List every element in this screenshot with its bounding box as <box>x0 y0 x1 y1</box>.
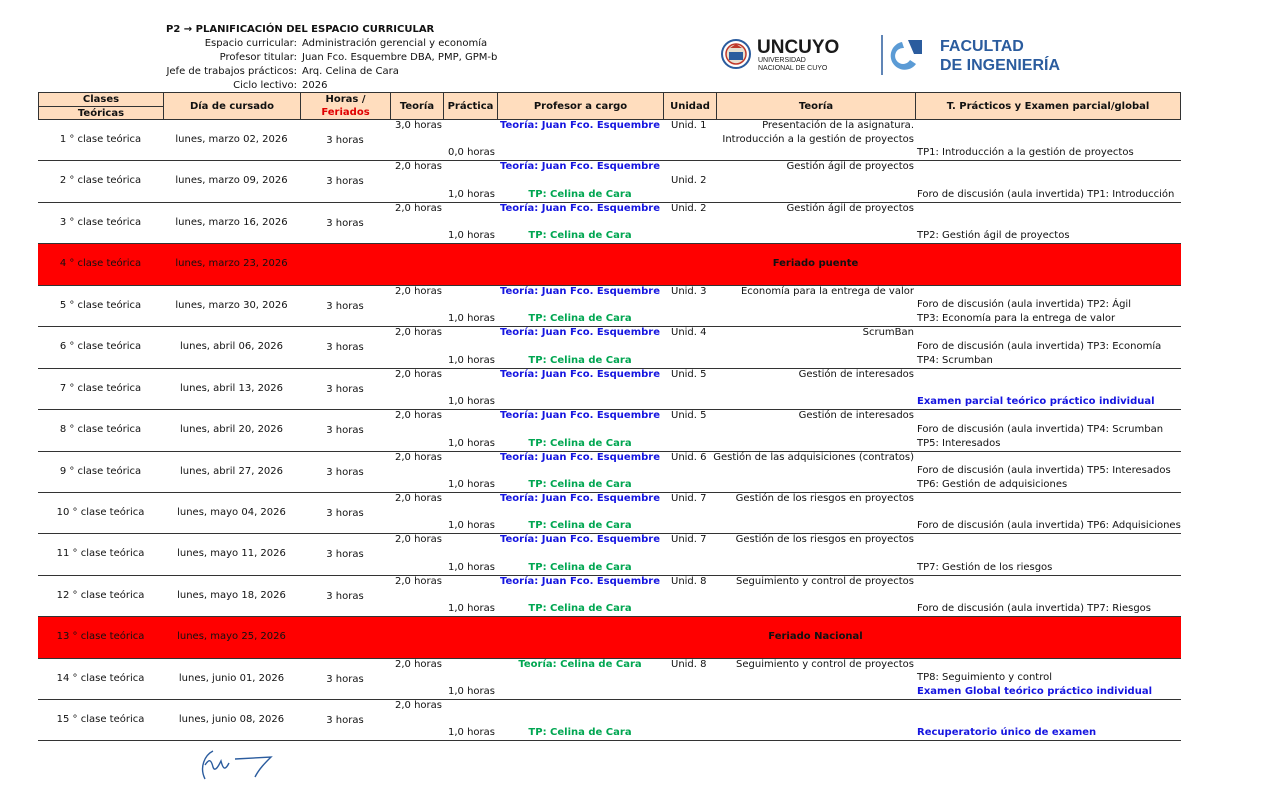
tp-line1: Foro de discusión (aula invertida) TP2: Ágil <box>917 299 1131 310</box>
table-row <box>38 452 1181 493</box>
clase-cell: 7 ° clase teórica <box>59 383 142 394</box>
tp-line2: TP2: Gestión ágil de proyectos <box>917 230 1070 241</box>
holiday-label: Feriado Nacional <box>768 631 863 642</box>
horas-cell: 3 horas <box>326 384 364 395</box>
header-field-label: Jefe de trabajos prácticos: <box>166 66 297 77</box>
practica-hours: 1,0 horas <box>448 355 495 366</box>
unidad-cell: Unid. 6 <box>671 452 707 463</box>
practica-hours: 1,0 horas <box>448 479 495 490</box>
tema-line1: Seguimiento y control de proyectos <box>736 576 914 587</box>
teoria-hours: 2,0 horas <box>395 452 442 463</box>
teoria-hours: 2,0 horas <box>395 410 442 421</box>
horas-cell: 3 horas <box>326 508 364 519</box>
dia-cell: lunes, marzo 30, 2026 <box>175 300 288 311</box>
clase-cell: 12 ° clase teórica <box>56 590 145 601</box>
table-row <box>38 161 1181 203</box>
dia-cell: lunes, marzo 02, 2026 <box>175 134 288 145</box>
tema-line1: Gestión ágil de proyectos <box>786 203 914 214</box>
dia-cell: lunes, abril 20, 2026 <box>179 424 284 435</box>
tema-line1: Gestión de los riesgos en proyectos <box>735 534 914 545</box>
col-practica: Práctica <box>444 93 498 119</box>
unidad-cell: Unid. 1 <box>671 120 707 131</box>
clase-cell: 2 ° clase teórica <box>59 175 142 186</box>
unidad-cell: Unid. 5 <box>671 369 707 380</box>
tp-line2: TP4: Scrumban <box>917 355 993 366</box>
table-row <box>38 203 1181 244</box>
clase-cell: 15 ° clase teórica <box>56 714 145 725</box>
facultad-ingenieria-logo <box>880 34 1080 76</box>
tema-line1: Gestión de interesados <box>798 369 914 380</box>
horas-cell: 3 horas <box>326 301 364 312</box>
teoria-hours: 2,0 horas <box>395 161 442 172</box>
col-tp: T. Prácticos y Examen parcial/global <box>946 100 1150 112</box>
profesor-practica: TP: Celina de Cara <box>528 727 632 738</box>
table-row <box>38 410 1181 452</box>
clase-cell: 13 ° clase teórica <box>56 631 145 642</box>
col-clases: Clases Teóricas <box>39 93 164 119</box>
unidad-cell: Unid. 8 <box>671 576 707 587</box>
profesor-practica: TP: Celina de Cara <box>528 355 632 366</box>
dia-cell: lunes, marzo 16, 2026 <box>175 217 288 228</box>
tema-line1: Economía para la entrega de valor <box>740 286 914 297</box>
teoria-hours: 2,0 horas <box>395 493 442 504</box>
table-row <box>38 120 1181 161</box>
practica-hours: 1,0 horas <box>448 230 495 241</box>
tp-line2: TP5: Interesados <box>917 438 1001 449</box>
dia-cell: lunes, abril 06, 2026 <box>179 341 284 352</box>
tp-line1: Foro de discusión (aula invertida) TP3: Economía <box>917 341 1162 352</box>
tema-line2: Introducción a la gestión de proyectos <box>722 134 914 145</box>
svg-text:NACIONAL DE CUYO: NACIONAL DE CUYO <box>758 65 828 72</box>
uncuyo-logo <box>721 34 861 76</box>
teoria-hours: 2,0 horas <box>395 286 442 297</box>
dia-cell: lunes, mayo 18, 2026 <box>177 590 286 601</box>
clase-cell: 9 ° clase teórica <box>59 466 142 477</box>
horas-cell: 3 horas <box>326 218 364 229</box>
horas-cell: 3 horas <box>326 467 364 478</box>
tp-line2: TP3: Economía para la entrega de valor <box>917 313 1116 324</box>
clase-cell: 8 ° clase teórica <box>59 424 142 435</box>
col-horas: Horas / Feriados <box>301 93 391 119</box>
col-unidad: Unidad <box>664 93 717 119</box>
unidad-cell: Unid. 5 <box>671 410 707 421</box>
horas-cell: 3 horas <box>326 135 364 146</box>
table-row <box>38 659 1181 700</box>
horas-cell: 3 horas <box>326 715 364 726</box>
tp-line2: TP6: Gestión de adquisiciones <box>917 479 1068 490</box>
profesor-teoria: Teoría: Juan Fco. Esquembre <box>500 327 660 338</box>
clase-cell: 11 ° clase teórica <box>56 548 145 559</box>
profesor-practica: TP: Celina de Cara <box>528 230 632 241</box>
practica-hours: 1,0 horas <box>448 562 495 573</box>
tp-line2: Foro de discusión (aula invertida) TP1: Introducción <box>917 189 1175 200</box>
tp-line1: Foro de discusión (aula invertida) TP5: Interesados <box>917 465 1171 476</box>
dia-cell: lunes, abril 13, 2026 <box>179 383 284 394</box>
teoria-hours: 3,0 horas <box>395 120 442 131</box>
tema-line1: Gestión de interesados <box>798 410 914 421</box>
dia-cell: lunes, mayo 25, 2026 <box>177 631 286 642</box>
svg-text:FACULTAD: FACULTAD <box>940 38 1024 55</box>
practica-hours: 1,0 horas <box>448 396 495 407</box>
tema-line1: Seguimiento y control de proyectos <box>736 659 914 670</box>
clase-cell: 10 ° clase teórica <box>56 507 145 518</box>
dia-cell: lunes, marzo 23, 2026 <box>175 258 288 269</box>
unidad-cell: Unid. 8 <box>671 659 707 670</box>
horas-cell: 3 horas <box>326 176 364 187</box>
header-field-label: Espacio curricular: <box>204 38 297 49</box>
dia-cell: lunes, junio 01, 2026 <box>178 673 285 684</box>
document-title: P2 → PLANIFICACIÓN DEL ESPACIO CURRICULAR <box>166 24 435 35</box>
practica-hours: 1,0 horas <box>448 189 495 200</box>
tp-line2: TP7: Gestión de los riesgos <box>917 562 1053 573</box>
table-row <box>38 286 1181 327</box>
horas-cell: 3 horas <box>326 425 364 436</box>
practica-hours: 1,0 horas <box>448 520 495 531</box>
header-field-label: Ciclo lectivo: <box>233 80 297 91</box>
profesor-practica: TP: Celina de Cara <box>528 313 632 324</box>
tema-line1: Gestión de las adquisiciones (contratos) <box>713 452 914 463</box>
unidad-cell: Unid. 7 <box>671 493 707 504</box>
profesor-practica: TP: Celina de Cara <box>528 520 632 531</box>
teoria-hours: 2,0 horas <box>395 369 442 380</box>
header-field-value: Arq. Celina de Cara <box>302 66 399 77</box>
teoria-hours: 2,0 horas <box>395 576 442 587</box>
tp-line2: TP1: Introducción a la gestión de proyectos <box>917 147 1134 158</box>
holiday-label: Feriado puente <box>772 258 859 269</box>
profesor-teoria: Teoría: Juan Fco. Esquembre <box>500 286 660 297</box>
profesor-teoria: Teoría: Juan Fco. Esquembre <box>500 161 660 172</box>
header-field-label: Profesor titular: <box>219 52 297 63</box>
header-field-value: 2026 <box>302 80 328 91</box>
table-row <box>38 534 1181 576</box>
horas-cell: 3 horas <box>326 591 364 602</box>
profesor-practica: TP: Celina de Cara <box>528 603 632 614</box>
unidad-cell: Unid. 2 <box>671 203 707 214</box>
teoria-hours: 2,0 horas <box>395 700 442 711</box>
teoria-hours: 2,0 horas <box>395 659 442 670</box>
horas-cell: 3 horas <box>326 674 364 685</box>
tema-line1: Presentación de la asignatura. <box>762 120 914 131</box>
holiday-row <box>38 244 1181 286</box>
svg-text:UNCUYO: UNCUYO <box>757 37 840 58</box>
col-teoria: Teoría <box>391 93 444 119</box>
tp-line2: Examen Global teórico práctico individual <box>917 686 1153 697</box>
signature <box>195 745 275 785</box>
dia-cell: lunes, marzo 09, 2026 <box>175 175 288 186</box>
unidad-cell: Unid. 4 <box>671 327 707 338</box>
dia-cell: lunes, mayo 04, 2026 <box>177 507 286 518</box>
tp-line1: TP8: Seguimiento y control <box>917 672 1052 683</box>
practica-hours: 1,0 horas <box>448 686 495 697</box>
horas-cell: 3 horas <box>326 342 364 353</box>
unidad-cell: Unid. 2 <box>671 175 707 186</box>
horas-cell: 3 horas <box>326 549 364 560</box>
holiday-row <box>38 617 1181 659</box>
practica-hours: 0,0 horas <box>448 147 495 158</box>
profesor-practica: TP: Celina de Cara <box>528 189 632 200</box>
table-row <box>38 700 1181 741</box>
dia-cell: lunes, abril 27, 2026 <box>179 466 284 477</box>
profesor-teoria: Teoría: Juan Fco. Esquembre <box>500 534 660 545</box>
table-row <box>38 327 1181 369</box>
col-teoria-tema: Teoría <box>717 93 916 119</box>
profesor-teoria: Teoría: Juan Fco. Esquembre <box>500 493 660 504</box>
tema-line1: Gestión ágil de proyectos <box>786 161 914 172</box>
practica-hours: 1,0 horas <box>448 438 495 449</box>
profesor-practica: TP: Celina de Cara <box>528 562 632 573</box>
clase-cell: 1 ° clase teórica <box>59 134 142 145</box>
profesor-practica: TP: Celina de Cara <box>528 438 632 449</box>
header-field-value: Juan Fco. Esquembre DBA, PMP, GPM-b <box>302 52 498 63</box>
unidad-cell: Unid. 3 <box>671 286 707 297</box>
clase-cell: 6 ° clase teórica <box>59 341 142 352</box>
tp-line1: Foro de discusión (aula invertida) TP4: Scrumban <box>917 424 1164 435</box>
table-row <box>38 576 1181 617</box>
teoria-hours: 2,0 horas <box>395 203 442 214</box>
clase-cell: 5 ° clase teórica <box>59 300 142 311</box>
tp-line2: Recuperatorio único de examen <box>917 727 1097 738</box>
dia-cell: lunes, mayo 11, 2026 <box>177 548 286 559</box>
teoria-hours: 2,0 horas <box>395 534 442 545</box>
clase-cell: 4 ° clase teórica <box>59 258 142 269</box>
col-dia: Día de cursado <box>164 93 301 119</box>
teoria-hours: 2,0 horas <box>395 327 442 338</box>
unidad-cell: Unid. 7 <box>671 534 707 545</box>
profesor-practica: TP: Celina de Cara <box>528 479 632 490</box>
svg-text:UNIVERSIDAD: UNIVERSIDAD <box>758 57 806 64</box>
tp-line2: Foro de discusión (aula invertida) TP6: Adquisiciones <box>917 520 1181 531</box>
tp-line2: Foro de discusión (aula invertida) TP7: Riesgos <box>917 603 1151 614</box>
header-field-value: Administración gerencial y economía <box>302 38 488 49</box>
table-header <box>38 92 1181 120</box>
profesor-teoria: Teoría: Juan Fco. Esquembre <box>500 203 660 214</box>
clase-cell: 3 ° clase teórica <box>59 217 142 228</box>
profesor-teoria: Teoría: Juan Fco. Esquembre <box>500 576 660 587</box>
profesor-teoria: Teoría: Juan Fco. Esquembre <box>500 120 660 131</box>
svg-text:DE INGENIERÍA: DE INGENIERÍA <box>940 57 1061 74</box>
tp-line2: Examen parcial teórico práctico individual <box>917 396 1155 407</box>
profesor-teoria: Teoría: Juan Fco. Esquembre <box>500 410 660 421</box>
clase-cell: 14 ° clase teórica <box>56 673 145 684</box>
practica-hours: 1,0 horas <box>448 313 495 324</box>
dia-cell: lunes, junio 08, 2026 <box>178 714 285 725</box>
table-row <box>38 493 1181 534</box>
profesor-teoria: Teoría: Juan Fco. Esquembre <box>500 452 660 463</box>
practica-hours: 1,0 horas <box>448 727 495 738</box>
table-row <box>38 369 1181 410</box>
practica-hours: 1,0 horas <box>448 603 495 614</box>
profesor-teoria: Teoría: Celina de Cara <box>518 659 642 670</box>
tema-line1: ScrumBan <box>862 327 914 338</box>
tema-line1: Gestión de los riesgos en proyectos <box>735 493 914 504</box>
profesor-teoria: Teoría: Juan Fco. Esquembre <box>500 369 660 380</box>
col-profesor: Profesor a cargo <box>498 93 664 119</box>
